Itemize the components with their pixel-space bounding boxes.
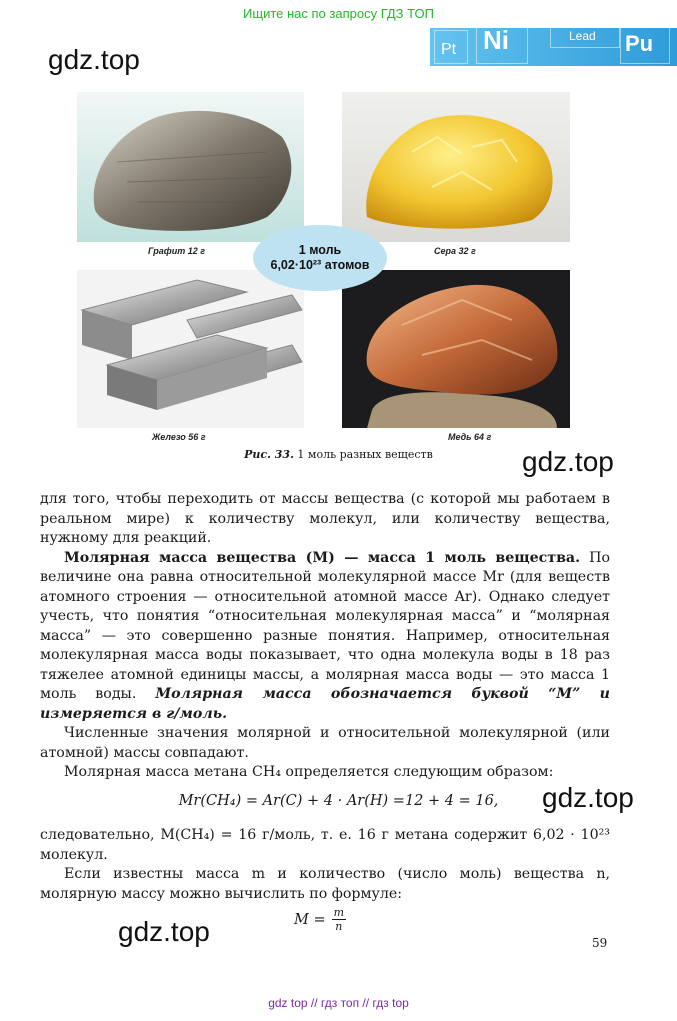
page-number: 59 (592, 936, 608, 950)
periodic-table-header-image (430, 28, 677, 66)
copper-illustration (342, 270, 570, 428)
paragraph: Молярная масса метана CH₄ определяется следующим образом: (64, 764, 554, 780)
graphite-illustration (77, 92, 304, 242)
photo-caption: Сера 32 г (434, 246, 476, 256)
sulfur-photo (342, 92, 570, 242)
paragraph: следовательно, M(CH₄) = 16 г/моль, т. е. 16 г метана содержит 6,02 · 10²³ молекул. (40, 827, 610, 863)
figure-caption-text: 1 моль разных веществ (293, 448, 433, 461)
watermark: gdz.top (118, 916, 210, 947)
copper-photo (342, 270, 570, 428)
element-cell: Ni (476, 28, 528, 64)
oval-line-2: 6,02·10²³ атомов (270, 258, 370, 272)
photo-caption: Железо 56 г (152, 432, 206, 442)
fraction (332, 906, 346, 933)
paragraph: Если известны масса m и количество (число моль) вещества n, молярную массу можно вычислить по формуле: (40, 866, 610, 902)
formula-molar-mass (294, 906, 346, 933)
bottom-links[interactable]: gdz top // гдз топ // гдз top (268, 996, 409, 1010)
mole-oval-label (253, 225, 387, 291)
definition-bold: Молярная масса вещества (М) — масса 1 моль вещества. (64, 549, 581, 566)
paragraph (40, 549, 610, 725)
figure-caption-label: Рис. 33. (244, 448, 294, 461)
oval-line-1: 1 моль (298, 243, 342, 257)
graphite-photo (77, 92, 304, 242)
sulfur-illustration (342, 92, 570, 242)
formula-lhs: M = (294, 911, 326, 928)
top-banner[interactable]: Ищите нас по запросу ГДЗ ТОП (243, 6, 434, 21)
watermark: gdz.top (522, 446, 614, 477)
watermark: gdz.top (542, 782, 634, 813)
iron-photo (77, 270, 304, 428)
watermark: gdz.top (48, 44, 140, 75)
element-cell: Pt (434, 30, 468, 64)
body-text-2 (40, 826, 610, 904)
iron-illustration (77, 270, 304, 428)
body-text (40, 490, 610, 783)
paragraph: для того, чтобы переходить от массы вещества (с которой мы работаем в реальном мире) к количеству молекул, или количеству вещества, нужному для реакций. (40, 491, 610, 546)
denominator: n (335, 920, 343, 933)
element-cell: Pu (620, 28, 670, 64)
definition-emphasis: Молярная масса обозначается буквой “М” и измеряется в г/моль. (40, 686, 610, 722)
paragraph: Численные значения молярной и относительной молекулярной (или атомной) массы совпадают. (40, 725, 610, 761)
numerator: m (333, 906, 345, 919)
formula-methane-mr: Mr(CH₄) = Ar(C) + 4 · Ar(H) =12 + 4 = 16, (178, 793, 499, 809)
element-cell: Lead (550, 28, 620, 48)
paragraph-text: По величине она равна относительной молекулярной массе Mr (для веществ атомного строения — относительной атомной массе Ar). Однако следует учесть, что понятия “относительная молекулярная масса” и “молярная масса” — это совершенно разные понятия. Например, относительная молекулярная масса воды показывает, что одна молекула воды в 18 раз тяжелее атомной единицы массы, а молярная масса воды — это масса 1 моль воды. (40, 549, 610, 702)
photo-caption: Графит 12 г (148, 246, 206, 256)
photo-caption: Медь 64 г (448, 432, 492, 442)
